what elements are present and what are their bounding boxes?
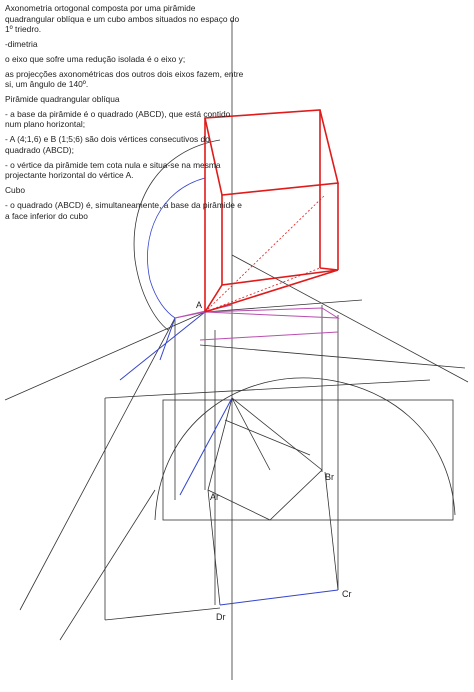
notes-reduced-axis: o eixo que sofre uma redução isolada é o eixo y; <box>5 53 186 64</box>
description-notes <box>5 3 245 225</box>
ar-dr-line <box>208 490 220 605</box>
plane-line-c <box>232 255 468 382</box>
notes-angle: as projecções axonométricas dos outros dois eixos fazem, entre si, um ângulo de 140º. <box>5 68 244 90</box>
plane-line-i <box>60 490 155 640</box>
construction-arc-lower <box>155 378 455 520</box>
notes-pyramid-heading: Pirâmide quadrangular oblíqua <box>5 94 120 105</box>
notes-points: - A (4;1,6) e B (1;5;6) são dois vértices consecutivos do quadrado (ABCD); <box>5 134 210 155</box>
label-Ar: Ar <box>210 492 219 502</box>
notes-type: -dimetria <box>5 38 38 49</box>
plane-line-f <box>20 318 175 610</box>
notes-vertex: - o vértice da pirâmide tem cota nula e situa-se na mesma projectante horizontal do vértice A. <box>5 159 221 181</box>
rebatimento-diag-2 <box>225 420 310 455</box>
label-A: A <box>196 300 203 310</box>
rebatimento-diag-1 <box>232 398 270 470</box>
notes-pyramid-base: - a base da pirâmide é o quadrado (ABCD), que está contido num plano horizontal; <box>5 108 231 130</box>
rebatimento-square <box>208 398 322 520</box>
plane-line-h <box>105 608 220 620</box>
rebatimento-blue-3 <box>120 312 205 380</box>
label-Dr: Dr <box>216 612 226 622</box>
dr-cr-line <box>220 590 338 605</box>
horizontal-plane-rect <box>163 400 453 520</box>
plane-line-e <box>105 380 430 398</box>
br-cr-line <box>325 472 338 590</box>
label-Cr: Cr <box>342 589 352 599</box>
notes-cube-base: - o quadrado (ABCD) é, simultaneamente, a base da pirâmide e a face inferior do cubo <box>5 200 242 221</box>
notes-title: Axonometria ortogonal composta por uma pirâmide quadrangular oblíqua e um cubo ambos situados no espaço do 1º triedro. <box>5 3 240 34</box>
horizontal-projection-c <box>200 332 338 340</box>
notes-cube-heading: Cubo <box>5 185 26 196</box>
label-Br: Br <box>325 472 334 482</box>
plane-line-d <box>200 345 465 368</box>
